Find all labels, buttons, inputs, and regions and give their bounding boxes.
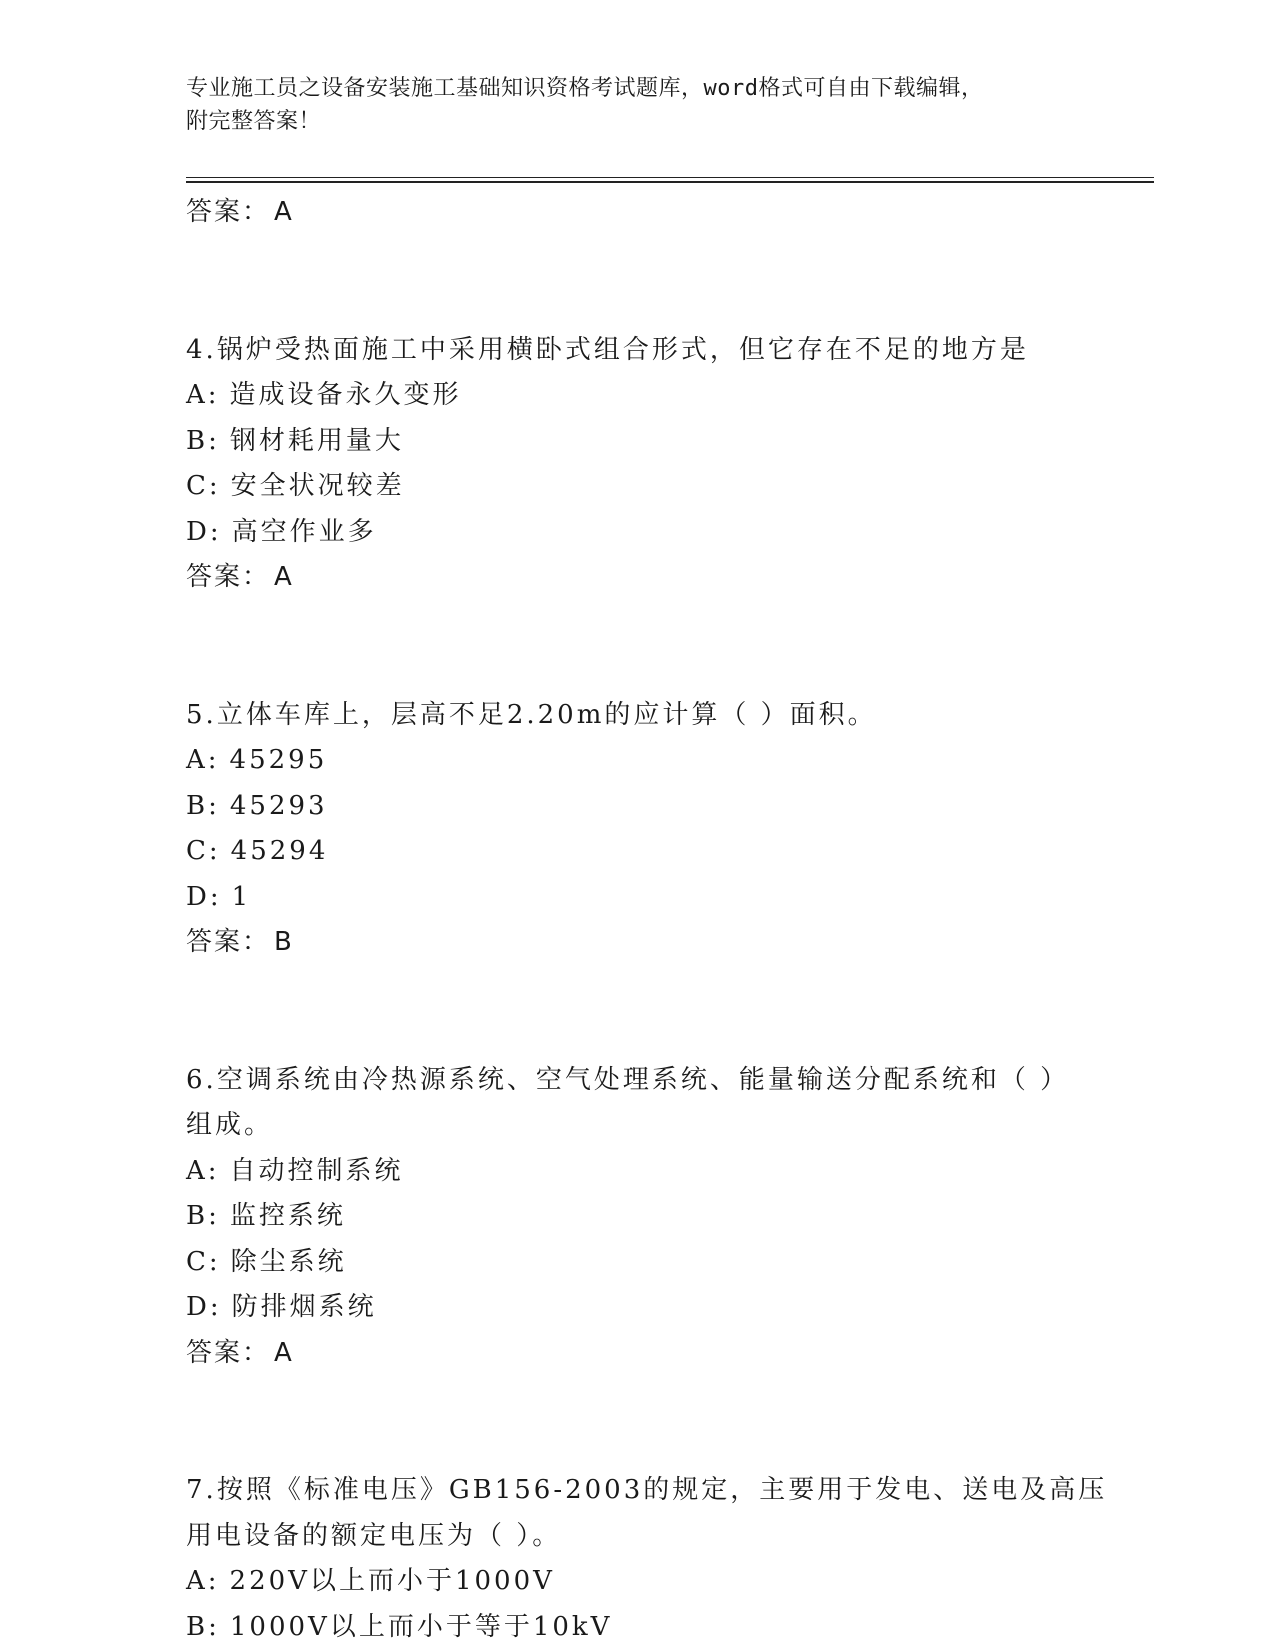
answer-line xyxy=(186,920,1086,966)
answer-line xyxy=(186,1331,1086,1377)
header-line-2: 附完整答案！ xyxy=(186,109,322,134)
answer-line xyxy=(186,555,1086,601)
option-key: C: xyxy=(186,836,221,866)
answer-label: 答案： xyxy=(186,1337,271,1368)
question-text: 用电设备的额定电压为（ ）。 xyxy=(186,1520,562,1551)
question-item xyxy=(186,693,1086,966)
question-stem xyxy=(186,1058,1086,1104)
option-line xyxy=(186,1559,1086,1605)
option-key: B: xyxy=(186,1611,220,1642)
answer-label: 答案： xyxy=(186,562,271,592)
option-text: 防排烟系统 xyxy=(231,1292,377,1322)
question-list xyxy=(186,190,1108,1650)
option-text: 高空作业多 xyxy=(231,516,377,547)
option-line xyxy=(186,510,1086,556)
question-stem xyxy=(186,1468,1108,1514)
option-text: 自动控制系统 xyxy=(229,1155,404,1186)
spacer xyxy=(186,966,1086,1058)
option-line xyxy=(186,464,1086,510)
option-key: B: xyxy=(186,425,220,456)
option-text: 45293 xyxy=(229,790,328,821)
option-line xyxy=(186,1285,1086,1331)
answer-value: A xyxy=(274,562,294,592)
option-key: A: xyxy=(186,380,220,410)
question-stem-continued xyxy=(186,1514,1086,1560)
question-text: 组成。 xyxy=(186,1110,274,1140)
answer-line xyxy=(186,190,1086,236)
option-text: 造成设备永久变形 xyxy=(229,380,462,410)
option-key: C: xyxy=(186,1246,221,1277)
option-key: A: xyxy=(186,1155,220,1186)
option-text: 1000V以上而小于等于10kV xyxy=(229,1611,613,1642)
question-text: 锅炉受热面施工中采用横卧式组合形式，但它存在不足的地方是 xyxy=(216,334,1029,365)
spacer xyxy=(186,1376,1086,1468)
document-header xyxy=(186,72,1066,138)
option-key: D: xyxy=(186,1292,222,1322)
question-number: 7. xyxy=(186,1475,217,1505)
option-line xyxy=(186,419,1086,465)
answer-value: A xyxy=(274,1337,294,1368)
option-key: B: xyxy=(186,1201,220,1231)
answer-value: A xyxy=(274,197,294,227)
option-text: 除尘系统 xyxy=(230,1246,347,1277)
header-divider-thick xyxy=(186,181,1154,183)
option-line xyxy=(186,829,1086,875)
spacer xyxy=(186,236,1086,328)
option-text: 45295 xyxy=(229,745,328,775)
option-line xyxy=(186,738,1086,784)
question-number: 5. xyxy=(186,699,217,730)
option-line xyxy=(186,373,1086,419)
question-text: 立体车库上，层高不足2.20m的应计算（ ）面积。 xyxy=(216,699,877,730)
question-item xyxy=(186,328,1086,601)
option-line xyxy=(186,1605,1086,1650)
question-text: 按照《标准电压》GB156-2003的规定，主要用于发电、送电及高压 xyxy=(216,1475,1108,1505)
question-number: 6. xyxy=(186,1064,217,1095)
option-text: 监控系统 xyxy=(229,1201,346,1231)
option-key: B: xyxy=(186,790,220,821)
question-number: 4. xyxy=(186,334,217,365)
option-text: 安全状况较差 xyxy=(230,471,405,501)
option-key: D: xyxy=(186,881,222,912)
option-key: C: xyxy=(186,471,221,501)
answer-label: 答案： xyxy=(186,927,271,957)
option-key: A: xyxy=(186,1566,220,1596)
option-line xyxy=(186,1194,1086,1240)
option-text: 钢材耗用量大 xyxy=(229,425,404,456)
answer-label: 答案： xyxy=(186,197,271,227)
question-text: 空调系统由冷热源系统、空气处理系统、能量输送分配系统和（ ） xyxy=(216,1064,1070,1095)
question-item xyxy=(186,1468,1108,1650)
spacer xyxy=(186,601,1086,693)
option-text: 45294 xyxy=(230,836,329,866)
option-text: 1 xyxy=(231,881,252,912)
option-key: A: xyxy=(186,745,220,775)
question-item xyxy=(186,1058,1086,1377)
question-stem xyxy=(186,693,1086,739)
option-line xyxy=(186,1149,1086,1195)
question-stem xyxy=(186,328,1086,374)
option-text: 220V以上而小于1000V xyxy=(229,1566,555,1596)
option-line xyxy=(186,1240,1086,1286)
header-divider-thin xyxy=(186,177,1154,178)
option-line xyxy=(186,875,1086,921)
option-line xyxy=(186,784,1086,830)
header-line-1: 专业施工员之设备安装施工基础知识资格考试题库，word格式可自由下载编辑， xyxy=(186,76,984,101)
option-key: D: xyxy=(186,516,222,547)
answer-value: B xyxy=(274,927,294,957)
question-stem-continued xyxy=(186,1103,1086,1149)
